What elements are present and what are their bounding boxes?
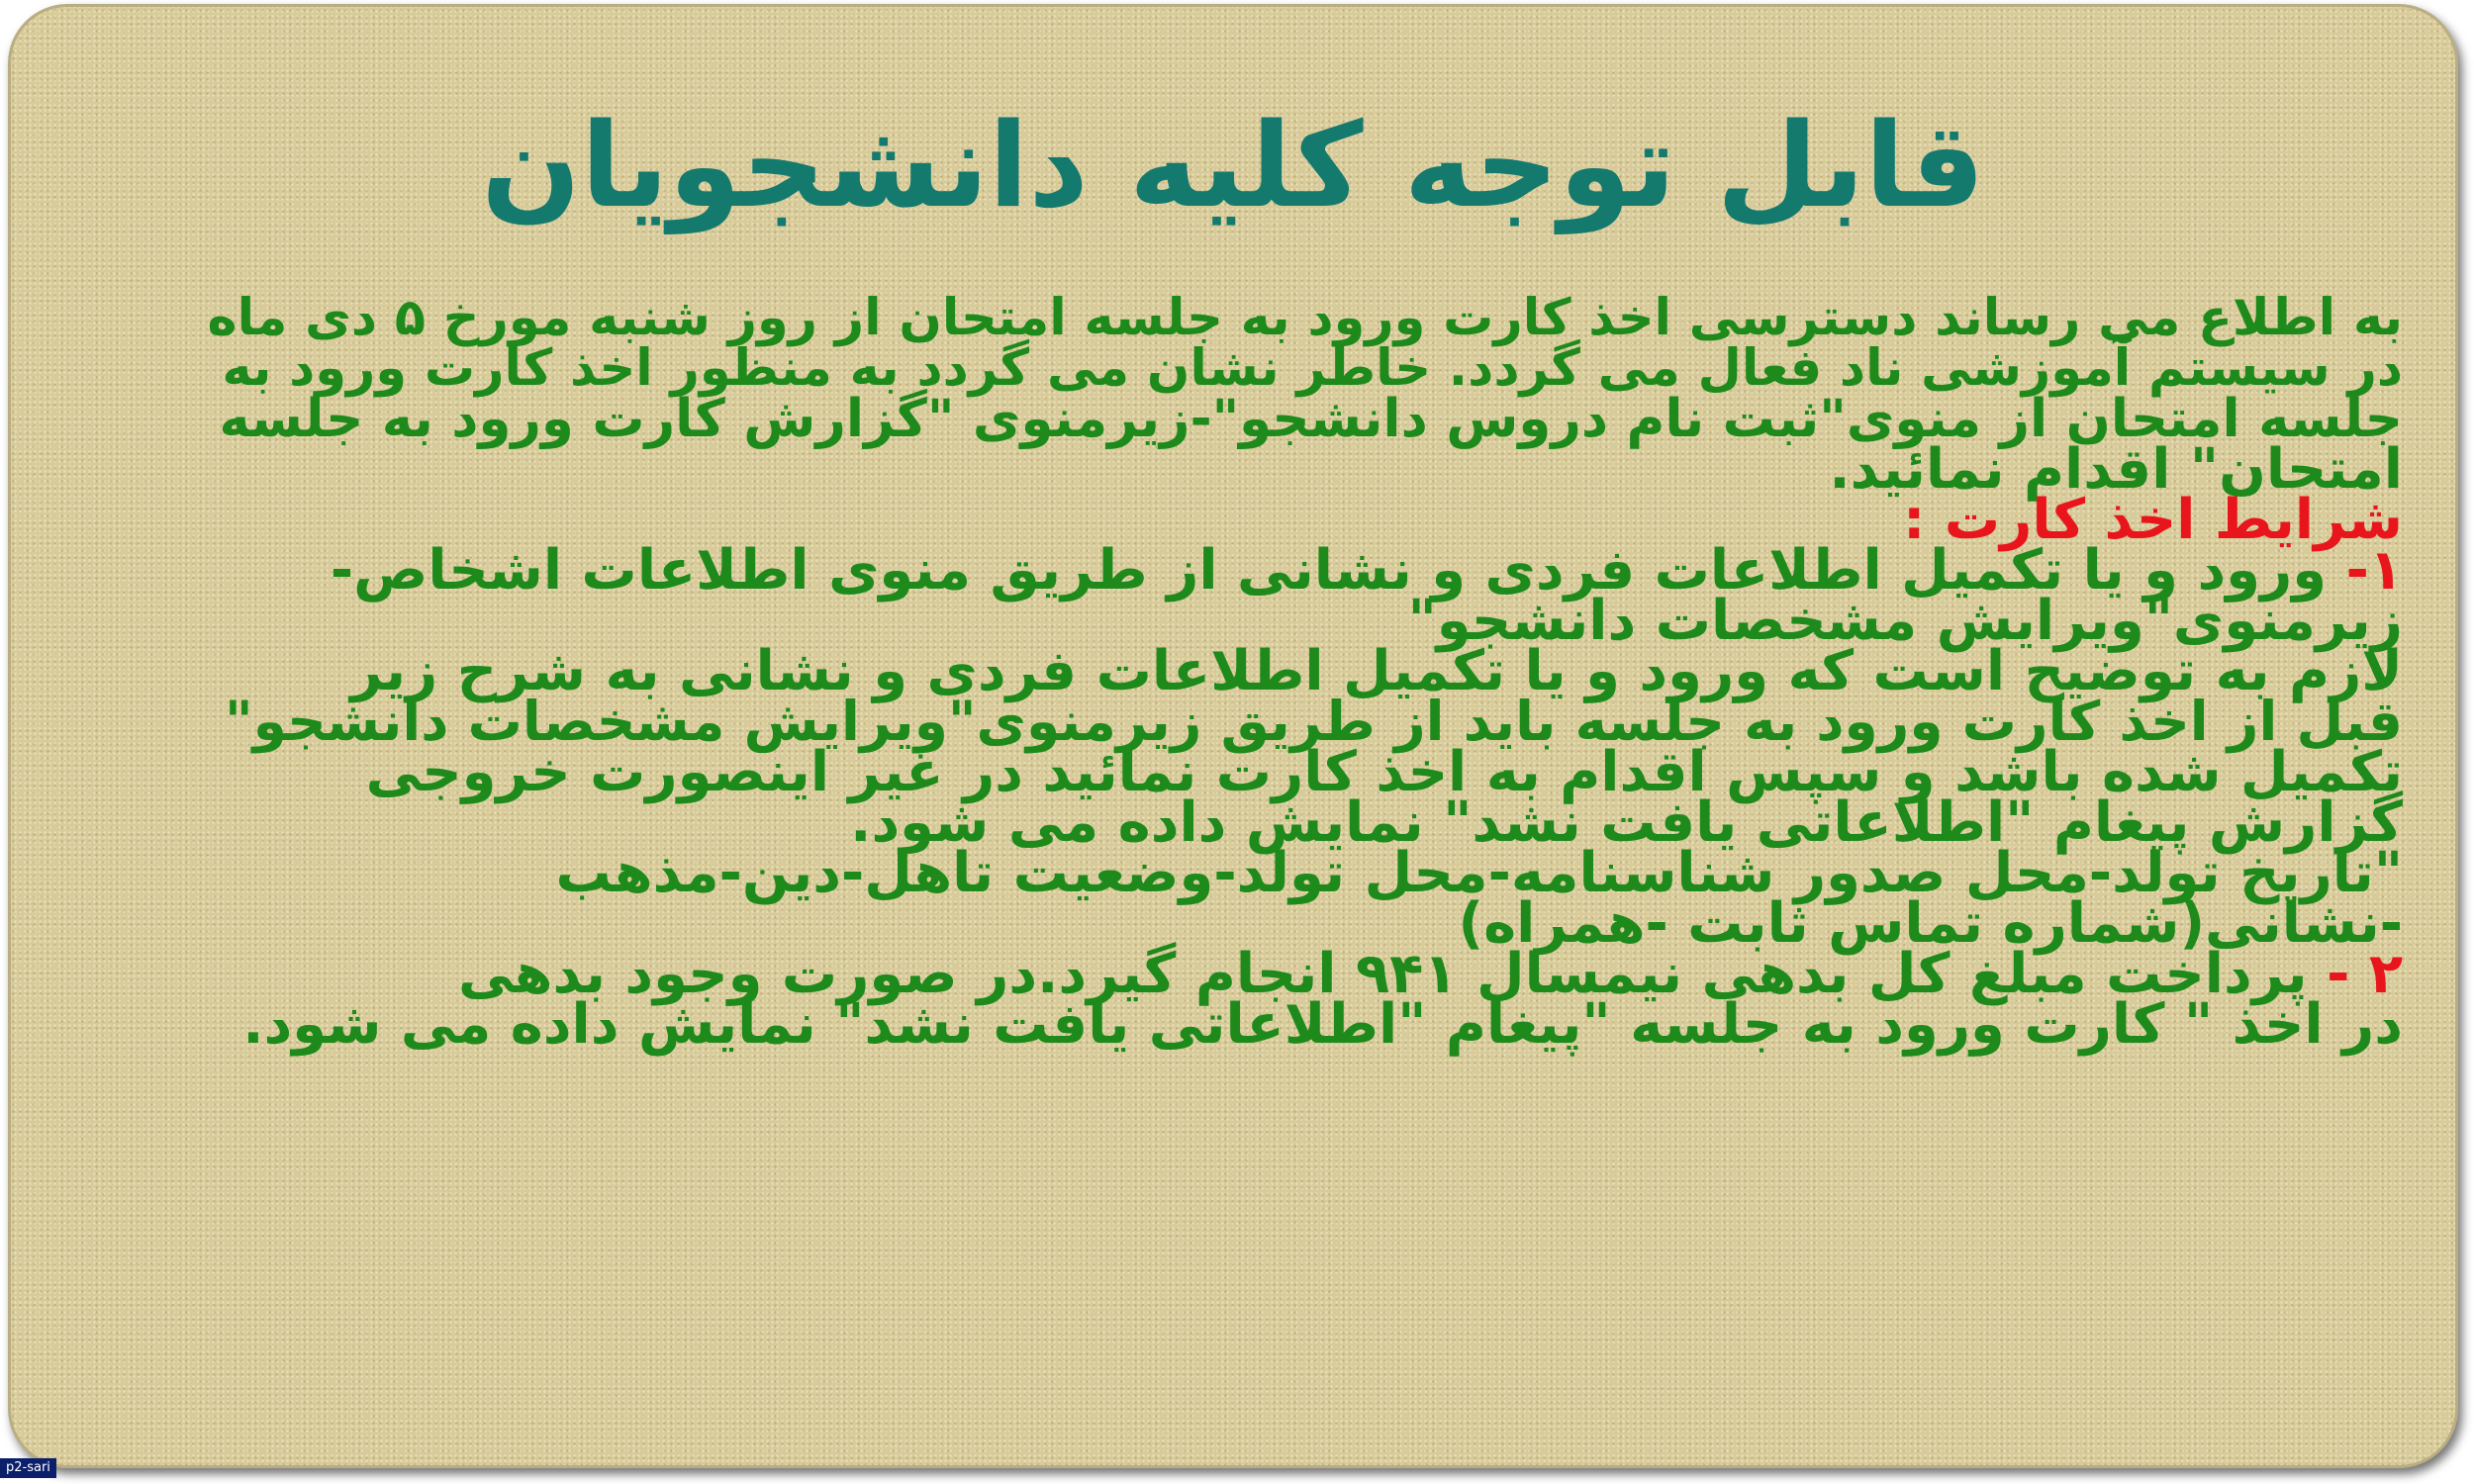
footer-watermark-tag: p2-sari	[0, 1458, 56, 1478]
item-1-line: لازم به توضیح است که ورود و یا تکمیل اطلاعات فردی و نشانی به شرح زیر	[350, 639, 2403, 703]
item-1-text: ورود و یا تکمیل اطلاعات فردی و نشانی از طریق منوی اطلاعات اشخاص-	[330, 538, 2328, 603]
item-2-text: پرداخت مبلغ کل بدهی نیمسال ۹۴۱ انجام گیرد.در صورت وجود بدهی	[458, 942, 2308, 1006]
item-1-line: زیرمنوی"ویرایش مشخصات دانشجو"	[1407, 589, 2403, 653]
notice-body	[196, 289, 2403, 1057]
item-1-line: "تاریخ تولد-محل صدور شناسنامه-محل تولد-وضعیت تاهل-دین-مذهب	[555, 841, 2403, 905]
notice-card	[8, 4, 2458, 1468]
intro-line-3: جلسه امتحان از منوی"ثبت نام دروس دانشجو"-زیرمنوی "گزارش کارت ورود به جلسه	[219, 389, 2403, 449]
item-1-line: قبل از اخذ کارت ورود به جلسه باید از طریق زیرمنوی"ویرایش مشخصات دانشجو"	[225, 690, 2403, 753]
intro-line-1: به اطلاع می رساند دسترسی اخذ کارت ورود به جلسه امتحان از روز شنبه مورخ ۵ دی ماه	[207, 289, 2403, 347]
conditions-heading: شرایط اخذ کارت :	[1903, 488, 2403, 552]
item-1-line: گزارش پیغام "اطلاعاتی یافت نشد" نمایش داده می شود.	[850, 790, 2403, 855]
notice-title: قابل توجه کلیه دانشجویان	[481, 97, 1985, 233]
item-1-number: ۱-	[2345, 538, 2403, 603]
item-1-line: -نشانی(شماره تماس ثابت -همراه)	[1458, 891, 2403, 956]
item-2-number: ۲ -	[2327, 942, 2403, 1006]
intro-line-2: در سیستم آموزشی ناد فعال می گردد. خاطر نشان می گردد به منظور اخذ کارت ورود به	[222, 339, 2403, 398]
intro-line-4: امتحان" اقدام نمائید.	[1829, 437, 2403, 502]
item-1-line: تکمیل شده باشد و سپس اقدام به اخذ کارت نمائید در غیر اینصورت خروجی	[365, 740, 2403, 804]
item-2-line: در اخذ " کارت ورود به جلسه "پیغام "اطلاعاتی یافت نشد" نمایش داده می شود.	[242, 992, 2403, 1057]
